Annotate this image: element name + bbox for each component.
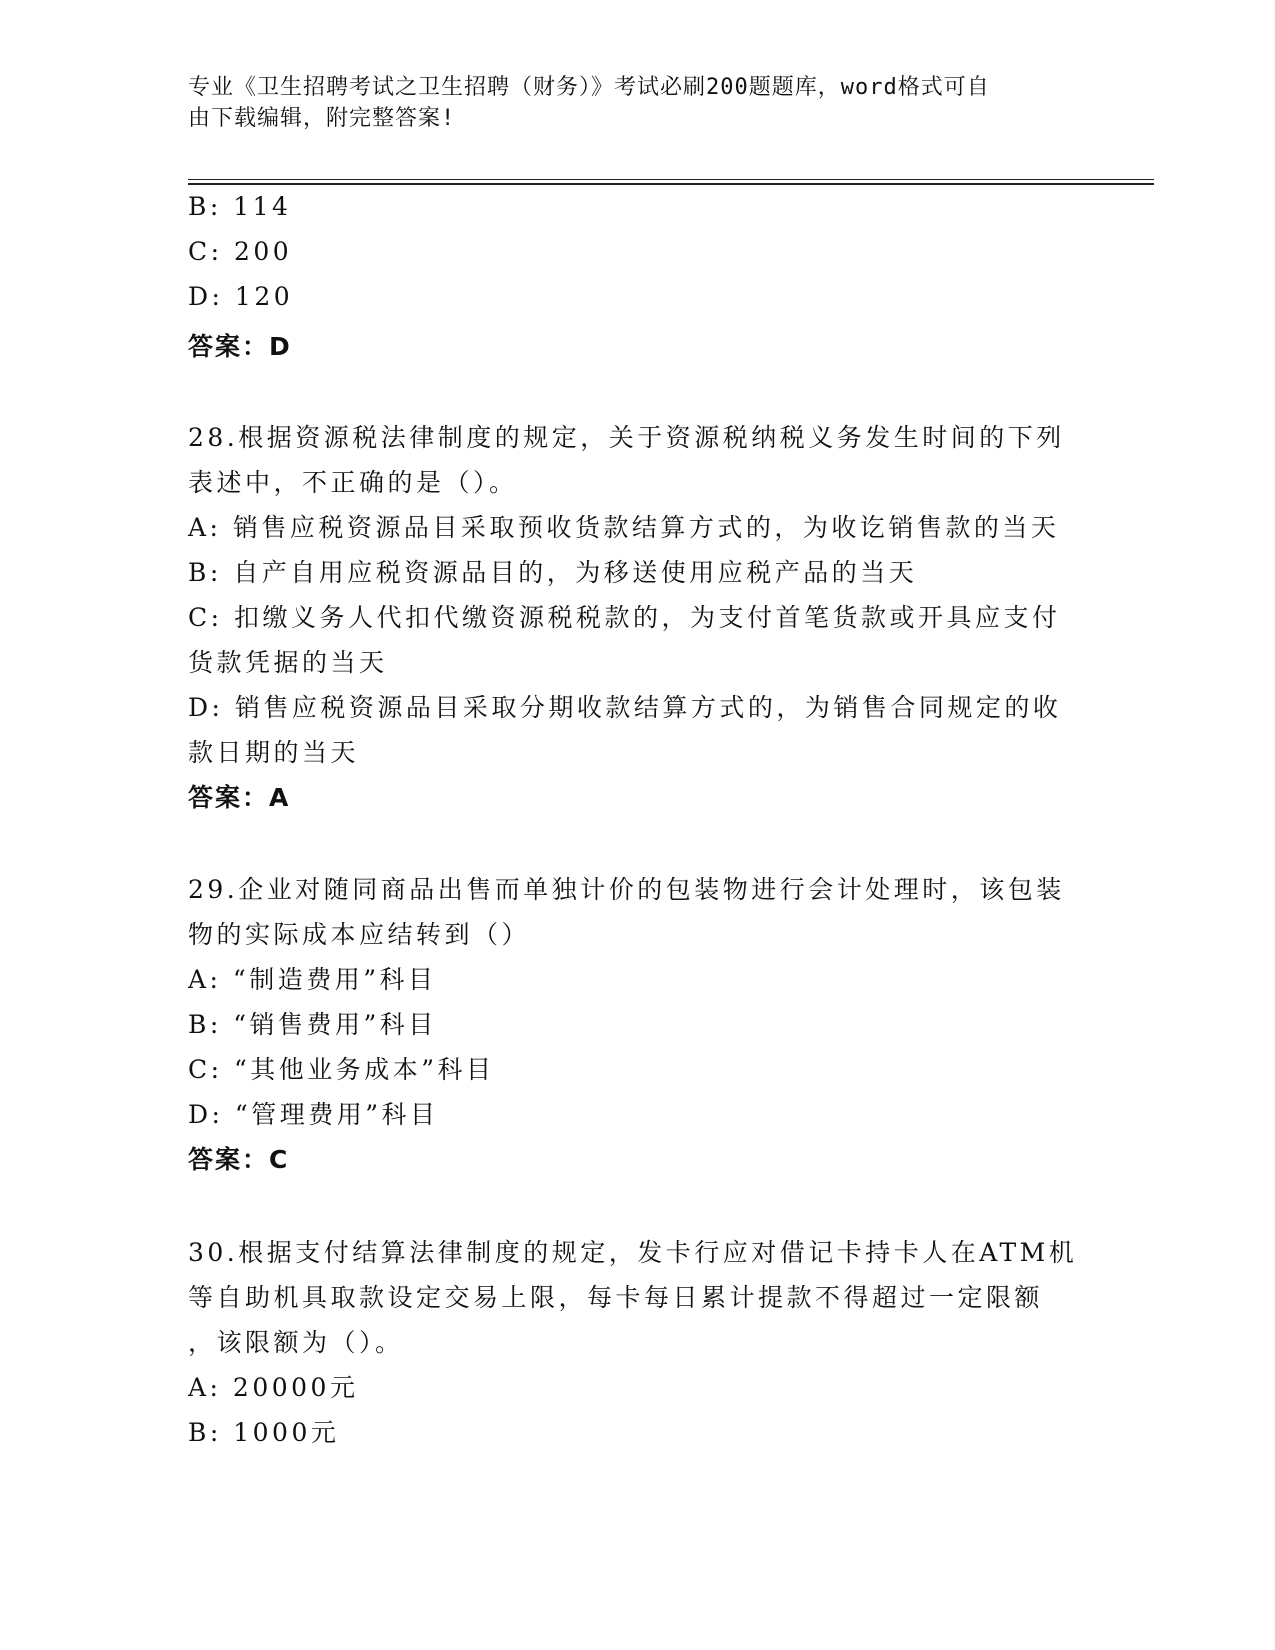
document-header xyxy=(188,72,1068,134)
q27-option-c: C: 200 xyxy=(188,237,293,266)
header-title-line-2: 由下载编辑，附完整答案! xyxy=(188,106,456,131)
q28-option-d-line-1: D: 销售应税资源品目采取分期收款结算方式的，为销售合同规定的收 xyxy=(188,693,1062,722)
q29-stem-line-2: 物的实际成本应结转到（） xyxy=(188,920,531,949)
q28-stem-line-1: 28.根据资源税法律制度的规定，关于资源税纳税义务发生时间的下列 xyxy=(188,423,1065,452)
q27-answer: 答案：D xyxy=(188,332,292,361)
header-divider-thin xyxy=(188,179,1154,180)
q28-answer: 答案：A xyxy=(188,783,291,812)
q30-option-a: A: 20000元 xyxy=(188,1373,359,1402)
q28-option-c-line-2: 货款凭据的当天 xyxy=(188,648,388,677)
q29-answer: 答案：C xyxy=(188,1145,290,1174)
q28-option-c-line-1: C: 扣缴义务人代扣代缴资源税税款的，为支付首笔货款或开具应支付 xyxy=(188,603,1061,632)
q30-stem-line-1: 30.根据支付结算法律制度的规定，发卡行应对借记卡持卡人在ATM机 xyxy=(188,1238,1078,1267)
header-title-line-1: 专业《卫生招聘考试之卫生招聘（财务）》考试必刷200题题库，word格式可自 xyxy=(188,75,990,100)
q29-option-d: D: “管理费用”科目 xyxy=(188,1100,439,1129)
q29-option-b: B: “销售费用”科目 xyxy=(188,1010,437,1039)
q30-option-b: B: 1000元 xyxy=(188,1418,340,1447)
q28-stem-line-2: 表述中，不正确的是（）。 xyxy=(188,468,518,497)
q30-stem-line-2: 等自助机具取款设定交易上限，每卡每日累计提款不得超过一定限额 xyxy=(188,1283,1044,1312)
q27-option-d: D: 120 xyxy=(188,282,294,311)
q30-stem-line-3: ，该限额为（）。 xyxy=(188,1328,404,1357)
q29-option-a: A: “制造费用”科目 xyxy=(188,965,437,994)
header-divider-thick xyxy=(188,183,1154,185)
q29-option-c: C: “其他业务成本”科目 xyxy=(188,1055,495,1084)
q28-option-d-line-2: 款日期的当天 xyxy=(188,738,360,767)
q28-option-b: B: 自产自用应税资源品目的，为移送使用应税产品的当天 xyxy=(188,558,918,587)
q27-option-b: B: 114 xyxy=(188,192,292,221)
q29-stem-line-1: 29.企业对随同商品出售而单独计价的包装物进行会计处理时，该包装 xyxy=(188,875,1065,904)
q28-option-a: A: 销售应税资源品目采取预收货款结算方式的，为收讫销售款的当天 xyxy=(188,513,1060,542)
